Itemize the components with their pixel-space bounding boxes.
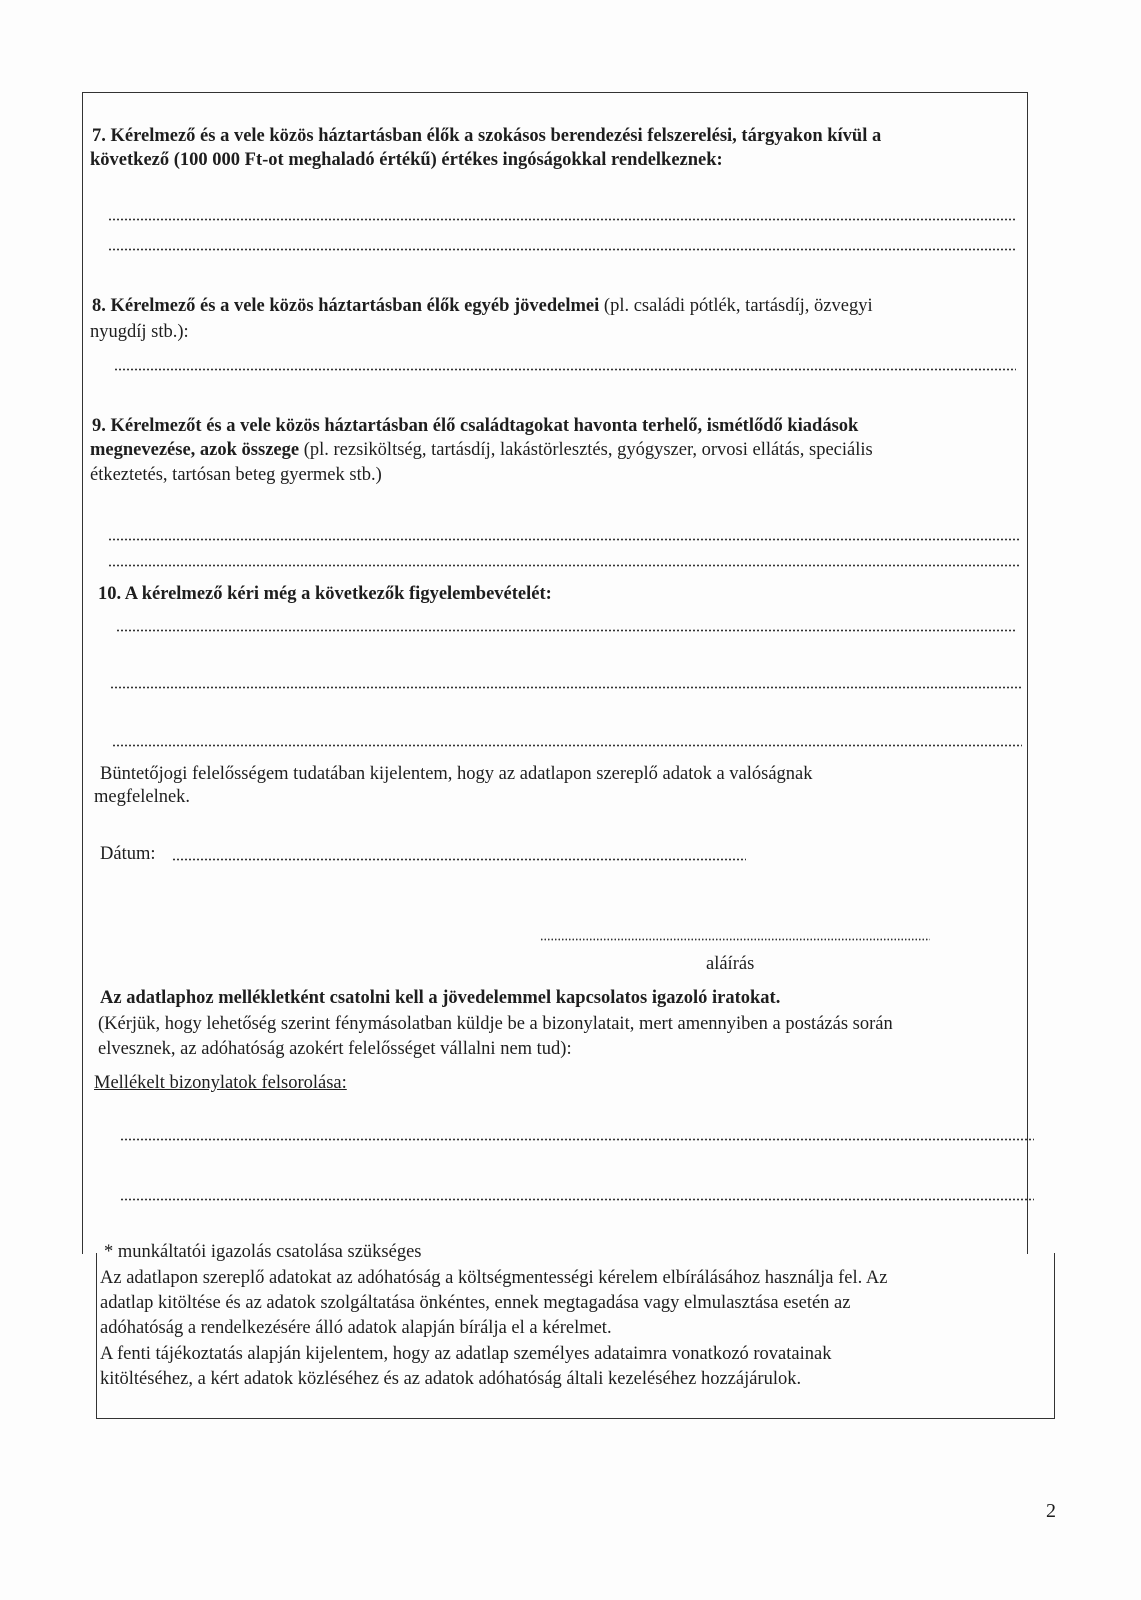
- privacy-line5: kitöltéséhez, a kért adatok közléséhez és az adatok adóhatóság általi kezeléséhez hozzájárulok.: [100, 1369, 802, 1389]
- signature-field[interactable]: [540, 938, 930, 941]
- section10-answer-line-3[interactable]: [112, 744, 1022, 747]
- section9-line2-bold: megnevezése, azok összege: [90, 440, 300, 460]
- section9-answer-line-1[interactable]: [108, 538, 1020, 541]
- signature-label: aláírás: [706, 954, 755, 974]
- section7-line1: 7. Kérelmező és a vele közös háztartásban élők a szokásos berendezési felszerelési, tárgyakon kívül a: [92, 126, 882, 146]
- declaration-line2: megfelelnek.: [94, 787, 191, 807]
- footnote: * munkáltatói igazolás csatolása szükséges: [104, 1242, 422, 1262]
- date-field[interactable]: [172, 858, 746, 861]
- section9-line2: [90, 438, 873, 462]
- section7-answer-line-1[interactable]: [108, 218, 1016, 221]
- page-number: 2: [1046, 1500, 1056, 1522]
- section8-line1: [92, 294, 873, 318]
- attachments-list-line-2[interactable]: [120, 1198, 1034, 1201]
- section8-line1-bold: 8. Kérelmező és a vele közös háztartásban élők egyéb jövedelmei: [92, 296, 600, 316]
- attachments-heading: Az adatlaphoz mellékletként csatolni kell a jövedelemmel kapcsolatos igazoló iratokat.: [100, 988, 781, 1008]
- privacy-line3: adóhatóság a rendelkezésére álló adatok alapján bírálja el a kérelmet.: [100, 1318, 612, 1338]
- section8-line2: nyugdíj stb.):: [90, 322, 189, 342]
- section7-answer-line-2[interactable]: [108, 248, 1016, 251]
- section10-title: 10. A kérelmező kéri még a következők figyelembevételét:: [98, 584, 552, 604]
- section9-line3: étkeztetés, tartósan beteg gyermek stb.): [90, 465, 382, 485]
- privacy-line2: adatlap kitöltése és az adatok szolgáltatása önkéntes, ennek megtagadása vagy elmulasztása esetén az: [100, 1293, 851, 1313]
- section9-line2-rest: (pl. rezsiköltség, tartásdíj, lakástörlesztés, gyógyszer, orvosi ellátás, speciális: [299, 440, 873, 460]
- attachments-list-label: Mellékelt bizonylatok felsorolása:: [94, 1073, 347, 1093]
- attachments-list-line-1[interactable]: [120, 1138, 1034, 1141]
- section8-answer-line[interactable]: [114, 368, 1016, 371]
- attachments-note-line2: elvesznek, az adóhatóság azokért felelősséget vállalni nem tud):: [98, 1039, 572, 1059]
- section7-line2: következő (100 000 Ft-ot meghaladó értékű) értékes ingóságokkal rendelkeznek:: [90, 150, 723, 170]
- section10-answer-line-2[interactable]: [110, 686, 1022, 689]
- section10-answer-line-1[interactable]: [116, 629, 1016, 632]
- date-label: Dátum:: [100, 844, 156, 864]
- declaration-line1: Büntetőjogi felelősségem tudatában kijelentem, hogy az adatlapon szereplő adatok a valóságnak: [100, 764, 813, 784]
- privacy-line1: Az adatlapon szereplő adatokat az adóhatóság a költségmentességi kérelem elbírálásához használja fel. Az: [100, 1268, 888, 1288]
- section9-line1: 9. Kérelmezőt és a vele közös háztartásban élő családtagokat havonta terhelő, ismétlődő kiadások: [92, 416, 859, 436]
- privacy-line4: A fenti tájékoztatás alapján kijelentem, hogy az adatlap személyes adataimra vonatkozó rovatainak: [100, 1344, 832, 1364]
- section9-answer-line-2[interactable]: [108, 564, 1020, 567]
- attachments-note-line1: (Kérjük, hogy lehetőség szerint fénymásolatban küldje be a bizonylatait, mert amennyiben a postázás során: [98, 1014, 893, 1034]
- section8-line1-rest: (pl. családi pótlék, tartásdíj, özvegyi: [599, 296, 873, 316]
